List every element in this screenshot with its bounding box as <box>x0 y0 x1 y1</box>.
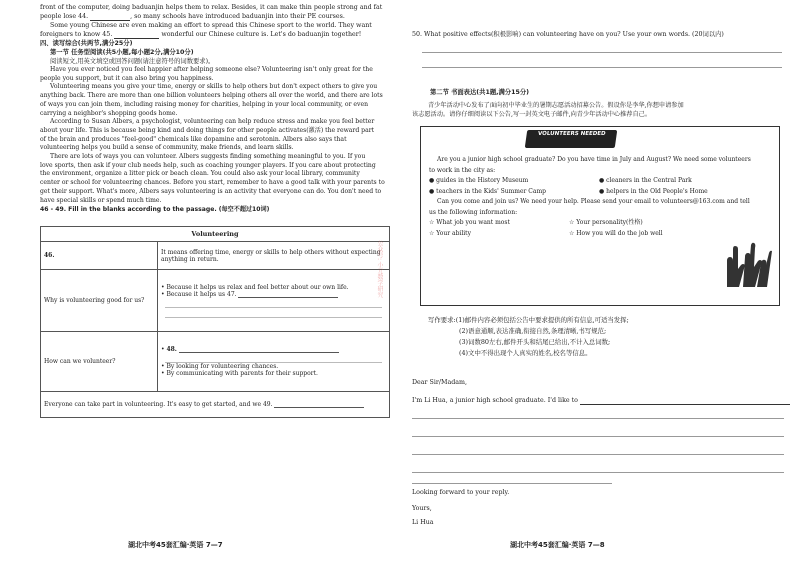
how-volunteer-label: How can we volunteer? <box>41 332 158 392</box>
volunteering-table: Volunteering 46. It means offering time, energy or skills to help others without expecting anything in return. Why is volunteering good for us? • Because it helps us relax and feel better about our own life. • Because it helps us 47. How can we volunteer? • 48. • By looking for volunteering chances. • By communicating with parents for their support. Everyone can take part in volunteering. It's easy to get started, and we 49. <box>40 226 390 418</box>
right-page <box>400 0 800 566</box>
salutation: Dear Sir/Madam, <box>412 379 467 386</box>
q50-answer-line-2[interactable] <box>422 67 782 68</box>
closing-signature: Li Hua <box>412 519 434 526</box>
volunteers-needed-logo: VOLUNTEERS NEEDED <box>525 130 618 148</box>
q50-answer-line-1[interactable] <box>422 52 782 53</box>
writing-line-5[interactable] <box>412 483 612 484</box>
q47-answer-line[interactable] <box>238 291 338 298</box>
volunteer-notice: VOLUNTEERS NEEDED Are you a junior high school graduate? Do you have time in July and August? We need some volunteers to work in the city as: ● guides in the History Museum ● cleaners in the Central Park ● teachers in the Kids' Summer Camp ● helpers in the Old People's Home Can you come and join us? We need your help. Please send your email to volunteers@163.com and tell us the following information: ☆ What job you want most ☆ Your personality(性格) ☆ Your ability ☆ How you will do the job well <box>420 126 780 306</box>
q46-49-instruction: 46 - 49. Fill in the blanks according to the passage. (每空不超过10词) <box>40 206 270 214</box>
table-title: Volunteering <box>41 227 390 242</box>
part2-title: 第二节 书面表达(共1题,满分15分) <box>430 89 530 96</box>
part1-title: 第一节 任务型阅读(共5小题,每小题2分,满分10分) <box>50 49 194 56</box>
q50-prompt: 50. What positive effects(积极影响) can volunteering have on you? Use your own words. (20词以内) <box>412 31 724 38</box>
writing-line-4[interactable] <box>412 472 784 473</box>
writing-requirements: 写作要求:(1)邮件内容必须包括公告中要求提供的所有信息,可适当发挥; (2)语意通顺,表达准确,衔接自然,条理清晰,书写规范; (3)词数80左右,邮件开头和结尾已给出,不计入总词数; (4)文中不得出现个人真实的姓名,校名等信息。 <box>428 316 629 357</box>
passage-top: front of the computer, doing baduanjin helps them to relax. Besides, it can make thin people strong and fat people lose 44. , so many schools have introduced baduanjin into their PE courses. Some young Chinese are even making an effort to spread this Chinese sport to the world. They want foreigners to know 45. wonderful our Chinese culture is. Let's do baduanjin together! 四、读写综合(共两节,满分25分) 第一节 任务型阅读(共5小题,每小题2分,满分10分) 阅读短文,用英文填空或回答问题(请注意符号的词数要求)。 <box>40 3 390 66</box>
closing-line: Looking forward to your reply. <box>412 489 510 496</box>
left-footer: 湖北中考45套汇编·英语 7—7 <box>128 541 223 549</box>
blank-45[interactable] <box>114 31 159 39</box>
writing-line-1[interactable] <box>412 418 784 419</box>
q46-cell[interactable]: 46. <box>41 242 158 270</box>
why-good-label: Why is volunteering good for us? <box>41 270 158 332</box>
watermark-stamp: 公众号: 小元数学研究 <box>376 240 383 298</box>
writing-line-2[interactable] <box>412 436 784 437</box>
opening-continue-line[interactable] <box>580 397 790 405</box>
closing-yours: Yours, <box>412 505 432 512</box>
section-title: 四、读写综合(共两节,满分25分) <box>40 40 133 47</box>
part2-intro: 青少年活动中心发布了面向初中毕业生的暑期志愿活动招募公告。假设你是李华,你想申请参加 该志愿活动。请你仔细阅读以下公告,写一封英文电子邮件,向青少年活动中心推荐自己。 <box>412 102 684 118</box>
q49-answer-line[interactable] <box>274 401 364 408</box>
writing-line-3[interactable] <box>412 454 784 455</box>
q46-definition: It means offering time, energy or skills to help others without expecting anything in return. <box>158 242 390 270</box>
q47-extra-line-2[interactable] <box>165 308 382 318</box>
reading-passage: Have you ever noticed you feel happier after helping someone else? Volunteering isn't only great for the people you support, but it can also bring you happiness. Volunteering means you give your time, energy or skills to help others but don't expect others to give you anything back. There are more than one billion volunteers helping others all over the world, and there are lots of ways you can join them, including raising money for charities, helping in your local community, or even carrying a neighbor's shopping goods home. According to Susan Albers, a psychologist, volunteering can help reduce stress and make you feel better about your life. This is because being kind and doing things for other people activates(激活) the reward part of the brain and produces "feel-good" chemicals like dopamine and serotonin. Albers also says that volunteering helps you build a sense of community, make friends, and learn skills. There are lots of ways you can volunteer. Albers suggests finding something meaningful to you. If you love sports, then ask if your club needs help, such as coaching younger players. If you care about protecting the environment, organize a litter pick or beach clean. You could also ask your local library, community center or school for volunteering chances. Before you start, remember to have a good talk with your parents to get their support. What's more, Albers says volunteering is an activity that everyone can do. You don't need to have special skills or spend much time. 46 - 49. Fill in the blanks according to the passage. (每空不超过10词) <box>40 66 390 215</box>
part1-instruction: 阅读短文,用英文填空或回答问题(请注意符号的词数要求)。 <box>50 58 215 65</box>
q47-extra-line[interactable] <box>165 298 382 308</box>
q48-answer-line[interactable] <box>179 346 339 353</box>
email-opening: I'm Li Hua, a junior high school graduate. I'd like to <box>412 396 790 405</box>
blank-44[interactable] <box>90 13 130 21</box>
q48-extra-line[interactable] <box>165 353 382 363</box>
raised-hands-icon <box>721 239 773 289</box>
right-footer: 湖北中考45套汇编·英语 7—8 <box>510 541 605 549</box>
